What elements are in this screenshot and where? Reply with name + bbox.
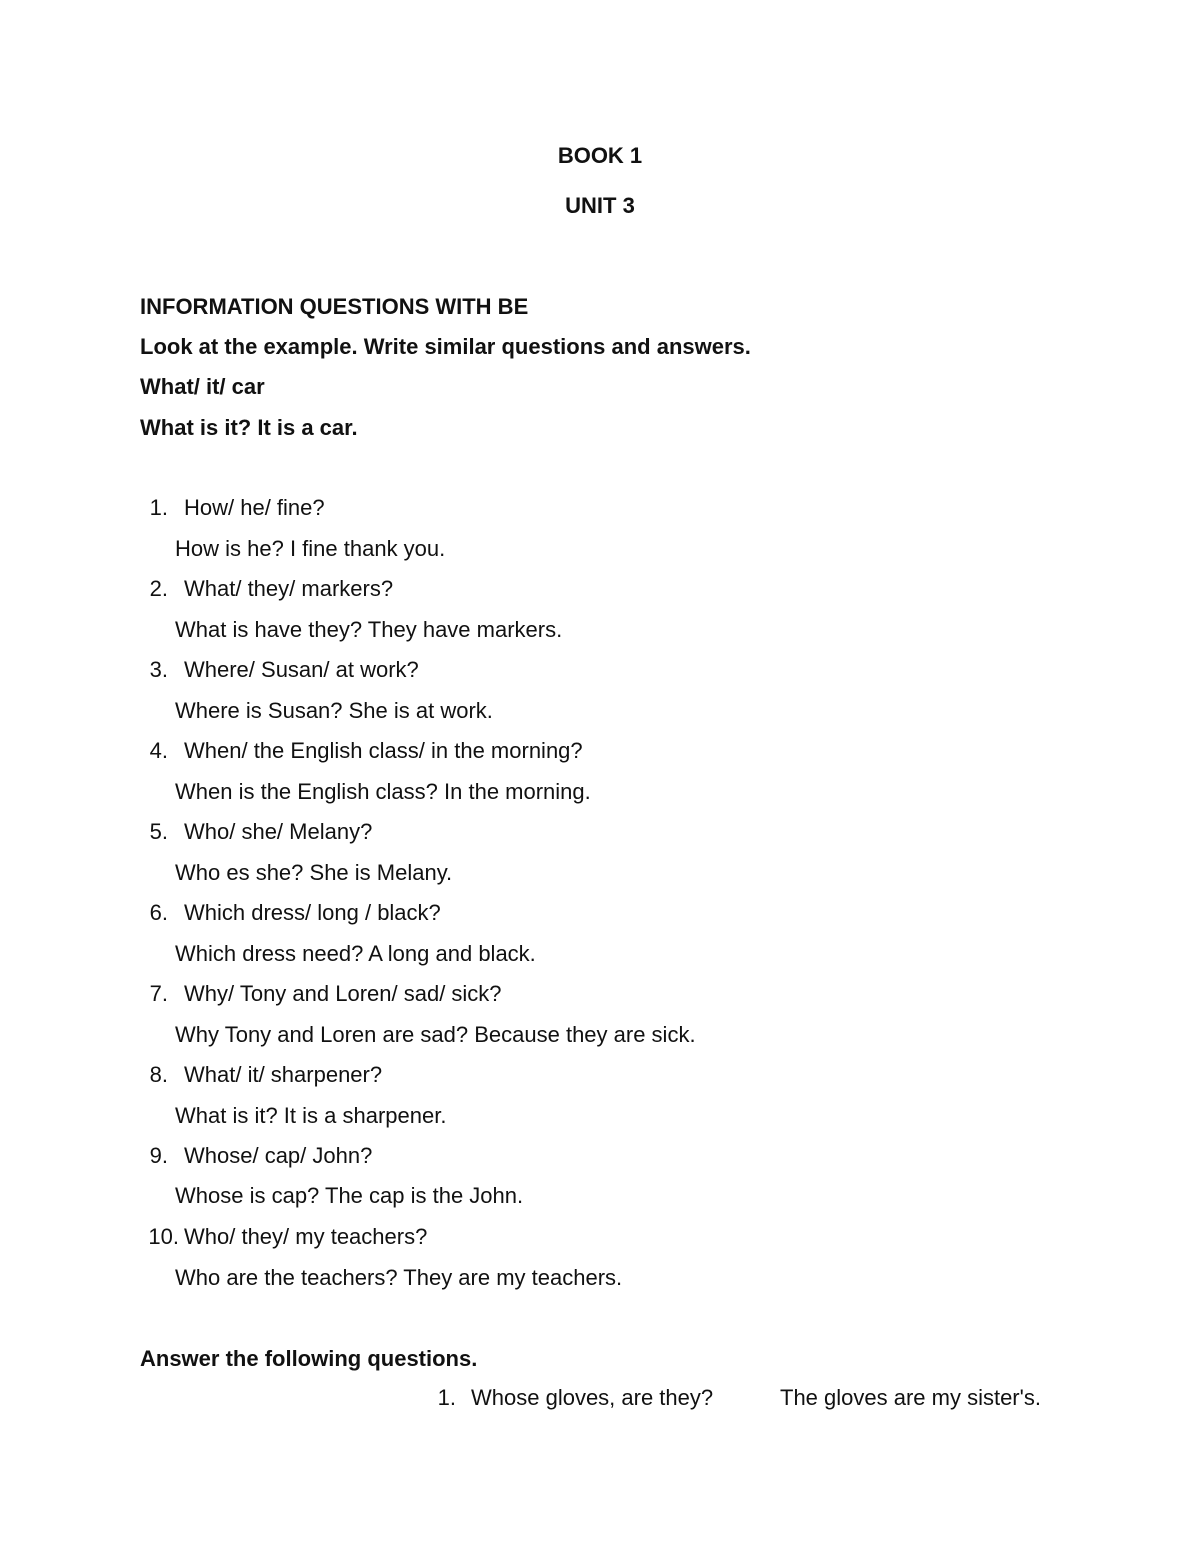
item-prompt: Who/ they/ my teachers? [184,1224,428,1249]
book-heading: BOOK 1 [557,143,643,168]
item-prompt: Where/ Susan/ at work? [184,657,419,682]
item-answer: Which dress need? A long and black. [175,941,536,966]
item-prompt: Whose/ cap/ John? [184,1143,373,1168]
item-number: 3. [149,657,168,682]
item-prompt: Which dress/ long / black? [184,900,441,925]
item-prompt: Who/ she/ Melany? [184,819,373,844]
item-number: 1. [149,495,168,520]
item-prompt: What/ it/ sharpener? [184,1062,383,1087]
instruction-text: Look at the example. Write similar questions and answers. [140,334,751,359]
item-number: 9. [149,1143,168,1168]
section-title: INFORMATION QUESTIONS WITH BE [140,294,529,319]
item-answer: What is have they? They have markers. [175,617,563,642]
item-answer: When is the English class? In the morning. [175,779,591,804]
item-answer: Who are the teachers? They are my teachers. [175,1265,623,1290]
item-prompt: When/ the English class/ in the morning? [184,738,583,763]
example-answer: What is it? It is a car. [140,415,358,440]
item-number: 4. [149,738,168,763]
item-answer: How is he? I fine thank you. [175,536,446,561]
item-answer: Whose is cap? The cap is the John. [175,1183,524,1208]
item-answer: What is it? It is a sharpener. [175,1103,447,1128]
example-prompt: What/ it/ car [140,374,265,399]
item-number: 6. [149,900,168,925]
item-number: 1. [437,1385,456,1410]
item-prompt: What/ they/ markers? [184,576,394,601]
item-answer: Who es she? She is Melany. [175,860,453,885]
item-prompt: Why/ Tony and Loren/ sad/ sick? [184,981,502,1006]
item-prompt: How/ he/ fine? [184,495,325,520]
item-answer: The gloves are my sister's. [780,1385,1041,1410]
section2-title: Answer the following questions. [140,1346,478,1371]
item-number: 2. [149,576,168,601]
item-number: 10. [148,1224,179,1249]
item-answer: Why Tony and Loren are sad? Because they are sick. [175,1022,696,1047]
item-number: 5. [149,819,168,844]
item-number: 7. [149,981,168,1006]
unit-heading: UNIT 3 [565,193,635,218]
item-number: 8. [149,1062,168,1087]
item-question: Whose gloves, are they? [471,1385,714,1410]
item-answer: Where is Susan? She is at work. [175,698,493,723]
